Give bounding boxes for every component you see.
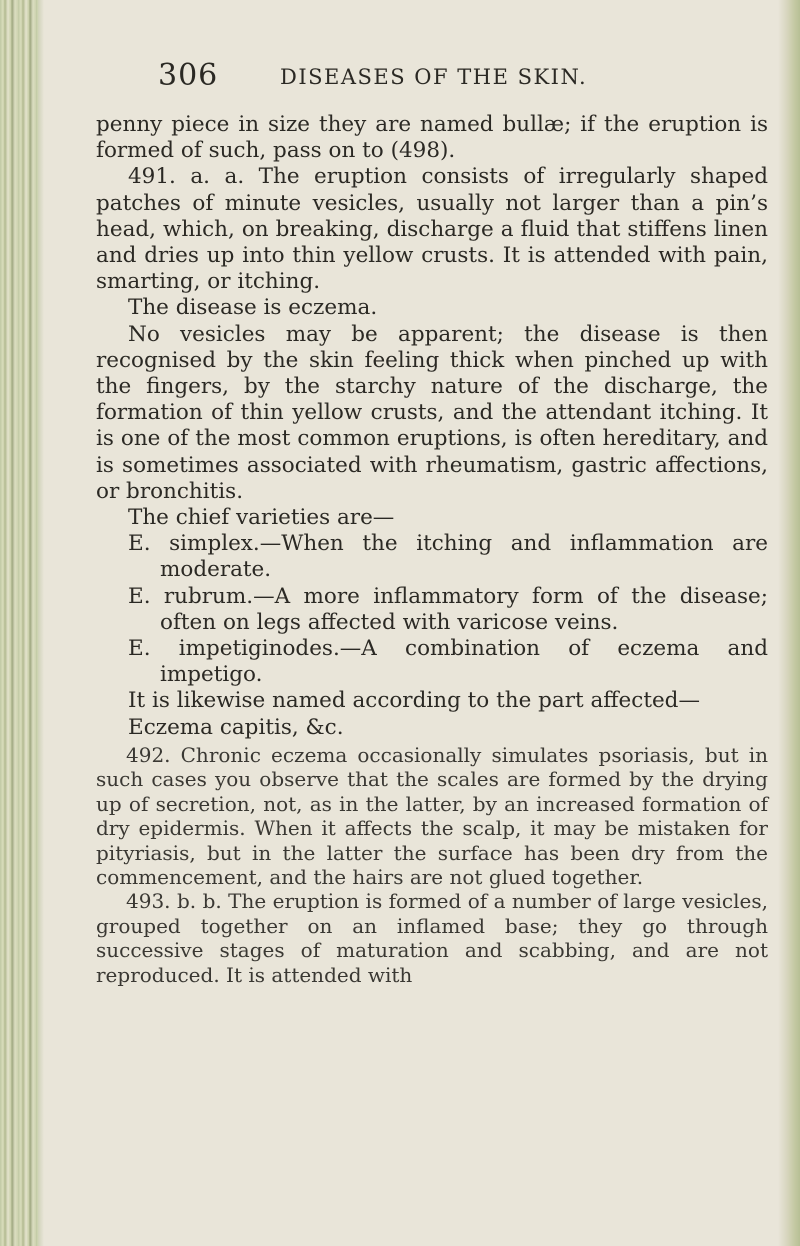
eczema-capitis: Eczema capitis, &c. [128,714,344,740]
binding-gutter [0,0,38,1246]
varieties-heading: The chief varieties are— [128,505,395,531]
diagnosis-line: The disease is eczema. [128,295,378,321]
paragraph-no-vesicles: No vesicles may be apparent; the disease is then recognised by the skin feeling thick when pinched up with the fingers, by the starchy nature of the discharge, the formation of thin yellow crusts, and the attendant itching. It is one of the most common eruptions, is often hereditary, and is sometimes associated with rheumatism, gastric affections, or bronchitis. [96,321,768,504]
paragraph-493: 493. b. b. The eruption is formed of a number of large vesicles, grouped together on an inflamed base; they go through successive stages of maturation and scabbing, and are not reproduced. It is attended with [96,889,768,987]
named-by-part: It is likewise named according to the part affected— [128,688,700,714]
page-header [96,58,768,102]
running-head: DISEASES OF THE SKIN. [280,65,588,89]
variety-simplex: E. simplex.—When the itching and inflammation are moderate. [128,531,768,583]
page-edge-shadow [778,0,800,1246]
paragraph-continuation: penny piece in size they are named bullæ; if the eruption is formed of such, pass on to (498). [96,112,768,164]
page-number: 306 [158,58,219,93]
page-body [96,112,768,987]
binding-edge [38,0,44,1246]
paragraph-491: 491. a. a. The eruption consists of irregularly shaped patches of minute vesicles, usually not larger than a pin’s head, which, on breaking, discharge a fluid that stiffens linen and dries up into thin yellow crusts. It is attended with pain, smarting, or itching. [96,164,768,295]
paragraph-492: 492. Chronic eczema occasionally simulates psoriasis, but in such cases you observe that the scales are formed by the drying up of secretion, not, as in the latter, by an increased formation of dry epidermis. When it affects the scalp, it may be mistaken for pityriasis, but in the latter the surface has been dry from the commencement, and the hairs are not glued together. [96,742,768,889]
variety-impetiginodes: E. impetiginodes.—A combination of eczema and impetigo. [128,636,768,688]
variety-rubrum: E. rubrum.—A more inflammatory form of the disease; often on legs affected with varicose veins. [128,583,768,635]
book-page [96,58,768,987]
